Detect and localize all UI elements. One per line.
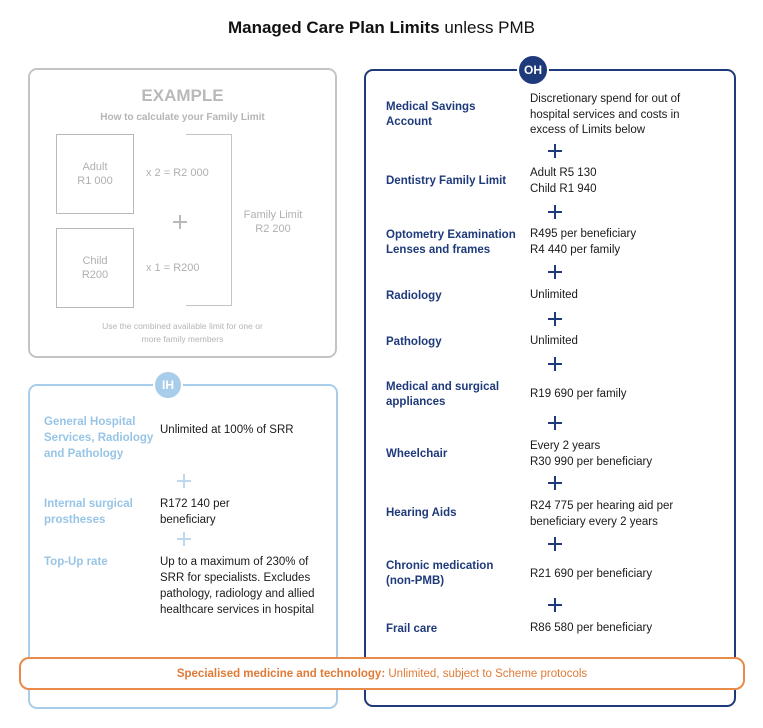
oh-value-line: R495 per beneficiary xyxy=(530,228,637,240)
child-box xyxy=(56,228,134,308)
oh-value-chronic xyxy=(530,567,730,583)
plus-icon xyxy=(548,416,562,430)
oh-value-dentistry xyxy=(530,166,730,197)
example-note xyxy=(28,320,337,346)
adult-calc: x 2 = R2 000 xyxy=(146,167,209,179)
example-heading: EXAMPLE xyxy=(141,86,224,105)
ih-label-topup: Top-Up rate xyxy=(44,556,108,568)
oh-label-chronic: Chronic medication (non-PMB) xyxy=(386,560,494,587)
ih-value-topup: Up to a maximum of 230% of SRR for specialists. Excludes pathology, radiology and allied healthcare services in hospital xyxy=(160,556,315,617)
specialised-medicine-banner xyxy=(19,657,745,690)
plus-icon xyxy=(548,312,562,326)
oh-badge: OH xyxy=(517,54,549,86)
family-label: Family Limit xyxy=(243,209,303,221)
oh-value-optometry xyxy=(530,227,730,258)
plus-icon xyxy=(548,265,562,279)
child-calc: x 1 = R200 xyxy=(146,262,200,274)
oh-value-line: hospital services and costs in xyxy=(530,108,680,121)
plus-icon xyxy=(173,215,187,229)
child-amount: R200 xyxy=(81,269,109,281)
plus-icon xyxy=(548,476,562,490)
banner-rest: Unlimited, subject to Scheme protocols xyxy=(385,667,588,680)
oh-label-dentistry: Dentistry Family Limit xyxy=(386,175,507,187)
plus-icon xyxy=(548,357,562,371)
oh-value-line: R4 440 per family xyxy=(530,243,621,256)
oh-label-wheelchair: Wheelchair xyxy=(386,448,448,460)
page-title xyxy=(0,18,763,38)
oh-label-msa: Medical Savings Account xyxy=(386,101,476,128)
oh-value-hearing xyxy=(530,499,730,530)
oh-label-appliances: Medical and surgical appliances xyxy=(386,381,500,408)
oh-label-pathology: Pathology xyxy=(386,336,442,348)
plus-icon xyxy=(177,474,191,488)
oh-value-pathology xyxy=(530,334,730,350)
ih-value-prostheses: R172 140 per beneficiary xyxy=(160,498,230,527)
oh-value-line: beneficiary every 2 years xyxy=(530,515,658,528)
family-bracket xyxy=(186,134,232,306)
oh-value-line: Child R1 940 xyxy=(530,182,597,195)
example-note-line1: Use the combined available limit for one or xyxy=(102,321,263,331)
oh-label-frail: Frail care xyxy=(386,623,438,635)
ih-badge: IH xyxy=(153,370,183,400)
adult-box xyxy=(56,134,134,214)
ih-value-hospital: Unlimited at 100% of SRR xyxy=(160,424,294,436)
oh-value-line: Adult R5 130 xyxy=(530,167,597,179)
oh-value-line: Every 2 years xyxy=(530,440,601,452)
oh-value-appliances xyxy=(530,387,730,403)
child-label: Child xyxy=(82,254,108,267)
plus-icon xyxy=(177,532,191,546)
ih-label-hospital: General Hospital Services, Radiology and Pathology xyxy=(44,416,154,461)
oh-value-line: Discretionary spend for out of xyxy=(530,93,681,105)
oh-label-radiology: Radiology xyxy=(386,290,442,302)
oh-value-wheelchair xyxy=(530,439,730,470)
oh-label-hearing: Hearing Aids xyxy=(386,507,457,519)
oh-value-line: Unlimited xyxy=(530,335,578,347)
example-subheading: How to calculate your Family Limit xyxy=(100,112,265,123)
oh-label-optometry: Optometry Examination Lenses and frames xyxy=(386,229,516,256)
plus-icon xyxy=(548,598,562,612)
oh-value-line: R30 990 per beneficiary xyxy=(530,455,653,468)
title-rest: unless PMB xyxy=(439,18,536,37)
oh-value-line: R19 690 per family xyxy=(530,388,627,400)
plus-icon xyxy=(548,537,562,551)
oh-value-frail xyxy=(530,621,730,637)
adult-label: Adult xyxy=(82,160,108,173)
oh-value-msa xyxy=(530,92,730,139)
title-bold: Managed Care Plan Limits xyxy=(227,18,440,37)
plus-icon xyxy=(548,205,562,219)
family-amount: R2 200 xyxy=(255,223,291,236)
example-note-line2: more family members xyxy=(141,333,224,344)
oh-value-line: R21 690 per beneficiary xyxy=(530,568,653,580)
family-limit xyxy=(238,208,308,237)
oh-value-line: excess of Limits below xyxy=(530,124,646,137)
banner-bold: Specialised medicine and technology: xyxy=(176,667,386,680)
plus-icon xyxy=(548,144,562,158)
ih-label-prostheses: Internal surgical prostheses xyxy=(44,498,133,527)
oh-value-radiology xyxy=(530,288,730,304)
adult-amount: R1 000 xyxy=(77,175,113,187)
oh-value-line: Unlimited xyxy=(530,289,578,301)
oh-value-line: R24 775 per hearing aid per xyxy=(530,500,674,512)
oh-value-line: R86 580 per beneficiary xyxy=(530,622,653,634)
